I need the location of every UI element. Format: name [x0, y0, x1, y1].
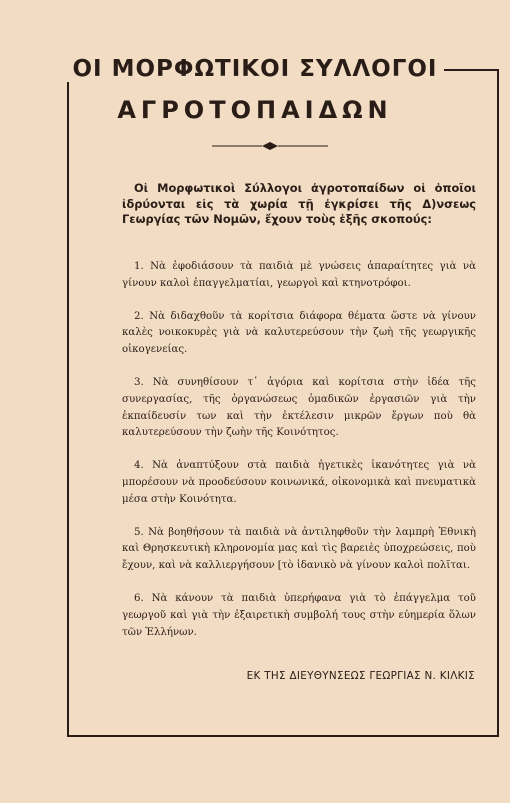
aim-item-3: 3. Νὰ συνηθίσουν τ᾽ ἀγόρια καὶ κορίτσια στὴν ἰδέα τῆς συνεργασίας, τῆς ὀργανώσεως ὁμαδικῶν ἐργασιῶν γιὰ τὴν ἐκπαίδευσίν των καὶ τὴν ἐκτέλεσιν μικρῶν ἔργων ποὺ θὰ καλυτερεύσουν τὴν ζωὴν τῆς Κοινότητος. — [122, 376, 476, 439]
title-line-1-text: ΟΙ ΜΟΡΦΩΤΙΚΟΙ ΣΥΛΛΟΓΟΙ — [67, 56, 444, 82]
issuer-signature-line: ΕΚ ΤΗΣ ΔΙΕΥΘΥΝΣΕΩΣ ΓΕΩΡΓΙΑΣ Ν. ΚΙΛΚΙΣ — [246, 670, 475, 682]
title-line-2: ΑΓΡΟΤΟΠΑΙΔΩΝ — [117, 96, 393, 124]
intro-paragraph: Οἱ Μορφωτικοὶ Σύλλογοι ἀγροτοπαίδων οἱ ὁποῖοι ἱδρύονται εἰς τὰ χωρία τῇ ἐγκρίσει τῆς Δ)νσεως Γεωργίας τῶν Νομῶν, ἔχουν τοὺς ἑξῆς σκοπούς: — [122, 181, 476, 227]
aim-item-5: 5. Νὰ βοηθήσουν τὰ παιδιὰ νὰ ἀντιληφθοῦν τὴν λαμπρὴ Ἐθνικὴ καὶ Θρησκευτικὴ κληρονομία μας καὶ τὶς βαρειὲς ὑποχρεώσεις, ποὺ ἔχουν, καὶ νὰ καλλιεργήσουν [τὸ ἰδανικὸ νὰ γίνουν καλοὶ πολῖται. — [122, 526, 476, 572]
title-ornament-divider — [212, 141, 328, 151]
aim-item-1: 1. Νὰ ἐφοδιάσουν τὰ παιδιὰ μὲ γνώσεις ἀπαραίτητες γιὰ νὰ γίνουν καλοὶ ἐπαγγελματίαι, γεωργοὶ καὶ κτηνοτρόφοι. — [122, 261, 476, 289]
aim-item-6: 6. Νὰ κάνουν τὰ παιδιὰ ὑπερήφανα γιὰ τὸ ἐπάγγελμα τοῦ γεωργοῦ καὶ γιὰ τὴν ἐξαιρετικὴ συμβολή τους στὴν εὐημερία ὅλων τῶν Ἑλλήνων. — [122, 592, 476, 638]
aims-list — [122, 259, 476, 657]
title-line-1 — [0, 52, 510, 86]
aim-item-4: 4. Νὰ ἀναπτύξουν στὰ παιδιὰ ἡγετικὲς ἱκανότητες γιὰ νὰ μπορέσουν νὰ προοδεύσουν κοινωνικά, οἰκονομικὰ καὶ πνευματικὰ μέσα στὴν Κοινότητα. — [122, 460, 476, 505]
aim-item-2: 2. Νὰ διδαχθοῦν τὰ κορίτσια διάφορα θέματα ὥστε νὰ γίνουν καλὲς νοικοκυρὲς γιὰ νὰ καλυτερεύσουν τὴν ζωὴ τῆς γεωργικῆς οἰκογενείας. — [122, 310, 476, 356]
